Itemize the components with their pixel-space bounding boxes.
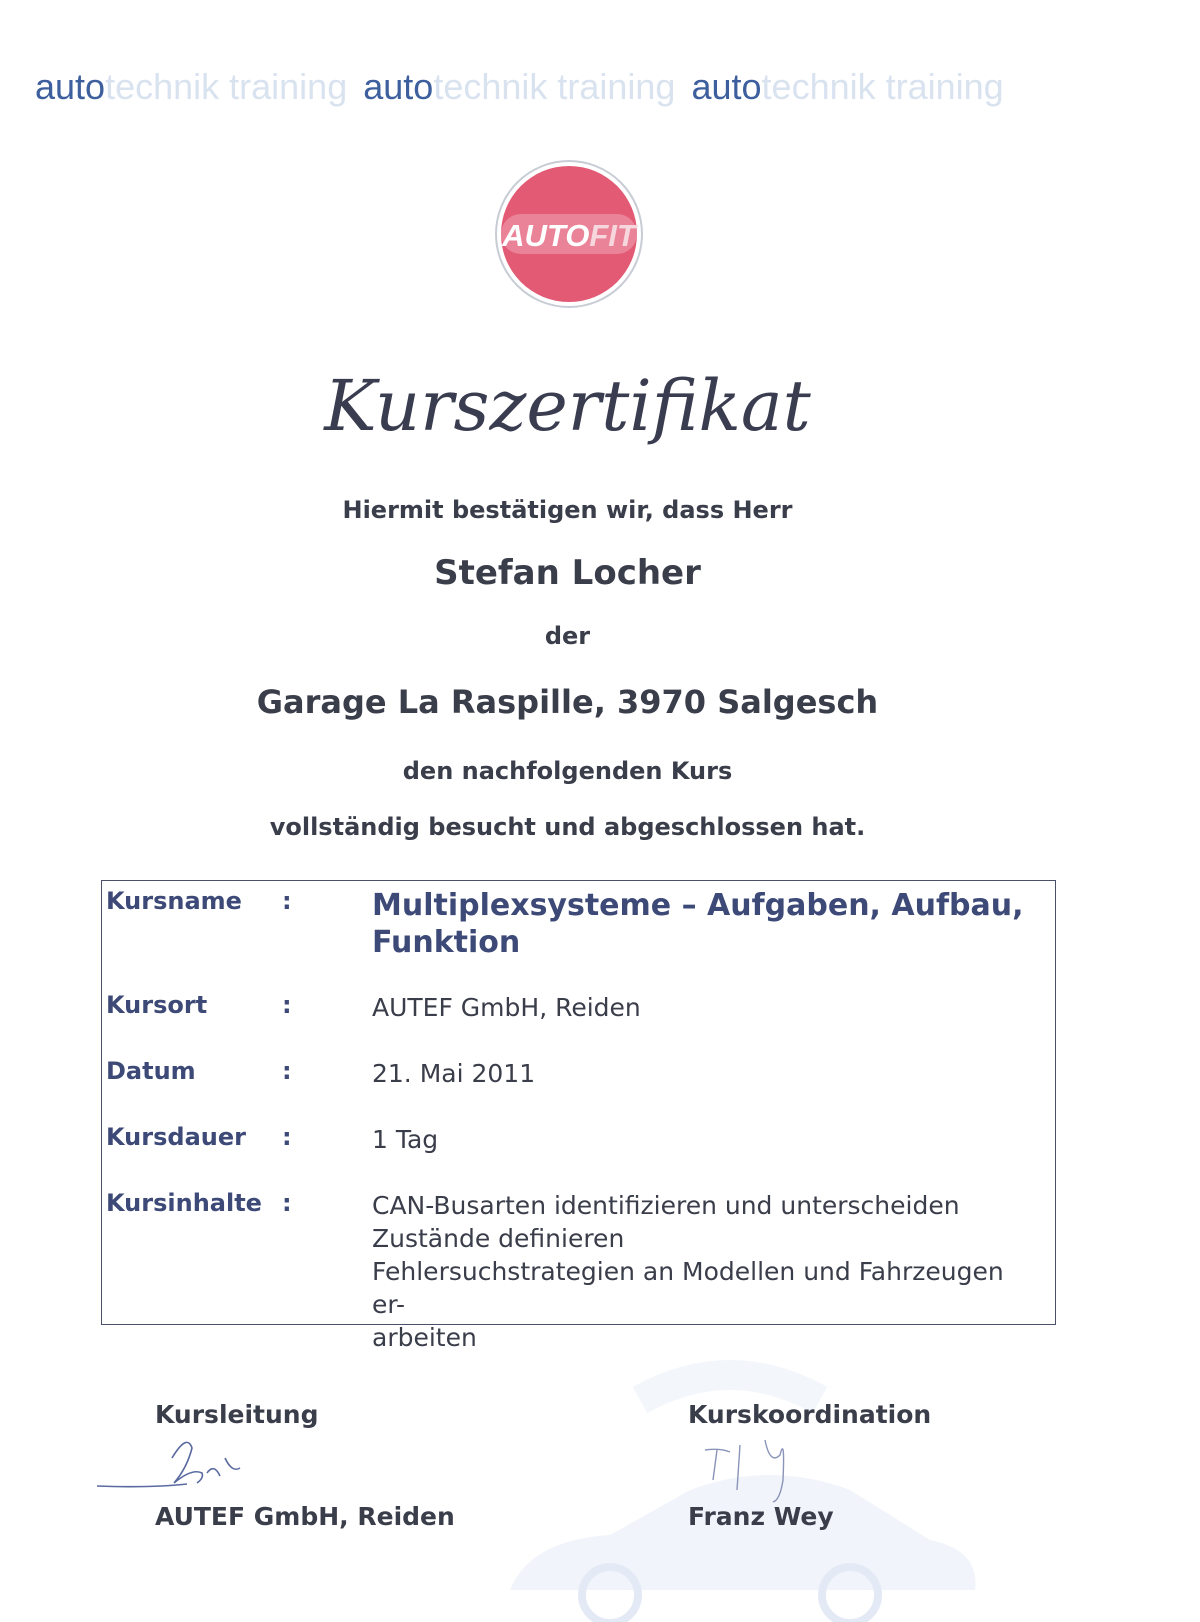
signature-right-title: Kurskoordination (688, 1400, 932, 1429)
brand-part-auto: auto (35, 66, 106, 107)
detail-label: Kursinhalte (106, 1189, 262, 1217)
detail-colon: : (282, 1189, 292, 1217)
brand-part-auto: auto (363, 66, 434, 107)
autofit-logo (493, 158, 645, 310)
detail-colon: : (282, 991, 292, 1019)
course-content-line: CAN-Busarten identifizieren und unterscheiden (372, 1191, 960, 1220)
detail-label: Kursdauer (106, 1123, 246, 1151)
course-name-value: Multiplexsysteme – Aufgaben, Aufbau, Funktion (372, 888, 1024, 960)
signature-right-handwriting (695, 1420, 815, 1510)
signature-left-handwriting (92, 1428, 262, 1498)
signature-left-title: Kursleitung (155, 1400, 319, 1429)
detail-colon: : (282, 1123, 292, 1151)
course-content-line: arbeiten (372, 1323, 477, 1352)
detail-label: Kursname (106, 887, 242, 915)
brand-wordmark (363, 66, 675, 108)
course-intro-text: den nachfolgenden Kurs (402, 757, 733, 785)
certificate-title: Kurszertifikat (324, 365, 811, 447)
brand-part-technik: technik training (761, 66, 1004, 107)
detail-colon: : (282, 1057, 292, 1085)
logo-text-auto: AUTO (502, 218, 590, 253)
detail-label: Kursort (106, 991, 208, 1019)
brand-part-auto: auto (691, 66, 762, 107)
participant-name: Stefan Locher (434, 553, 701, 593)
course-date-value: 21. Mai 2011 (372, 1059, 536, 1088)
course-content-line: Zustände definieren (372, 1224, 625, 1253)
signature-right-name: Franz Wey (688, 1502, 834, 1531)
header-brand-strip (35, 66, 1155, 116)
brand-part-technik: technik training (433, 66, 676, 107)
brand-wordmark (35, 66, 347, 108)
course-contents-value (372, 1189, 1035, 1354)
detail-label: Datum (106, 1057, 196, 1085)
course-content-line: Fehlersuchstrategien an Modellen und Fahrzeugen er- (372, 1257, 1004, 1319)
brand-wordmark (691, 66, 1003, 108)
svg-text:AUTOFIT (501, 218, 639, 253)
brand-part-technik: technik training (105, 66, 348, 107)
company-address: Garage La Raspille, 3970 Salgesch (256, 683, 879, 721)
intro-text: Hiermit bestätigen wir, dass Herr (342, 496, 793, 524)
signature-left-name: AUTEF GmbH, Reiden (155, 1502, 455, 1531)
completion-text: vollständig besucht und abgeschlossen hat. (269, 813, 866, 841)
course-location-value: AUTEF GmbH, Reiden (372, 993, 641, 1022)
logo-text-fit: FIT (589, 218, 636, 253)
der-text: der (544, 622, 591, 650)
course-details-box (101, 880, 1056, 1352)
course-duration-value: 1 Tag (372, 1125, 439, 1154)
detail-colon: : (282, 887, 292, 915)
